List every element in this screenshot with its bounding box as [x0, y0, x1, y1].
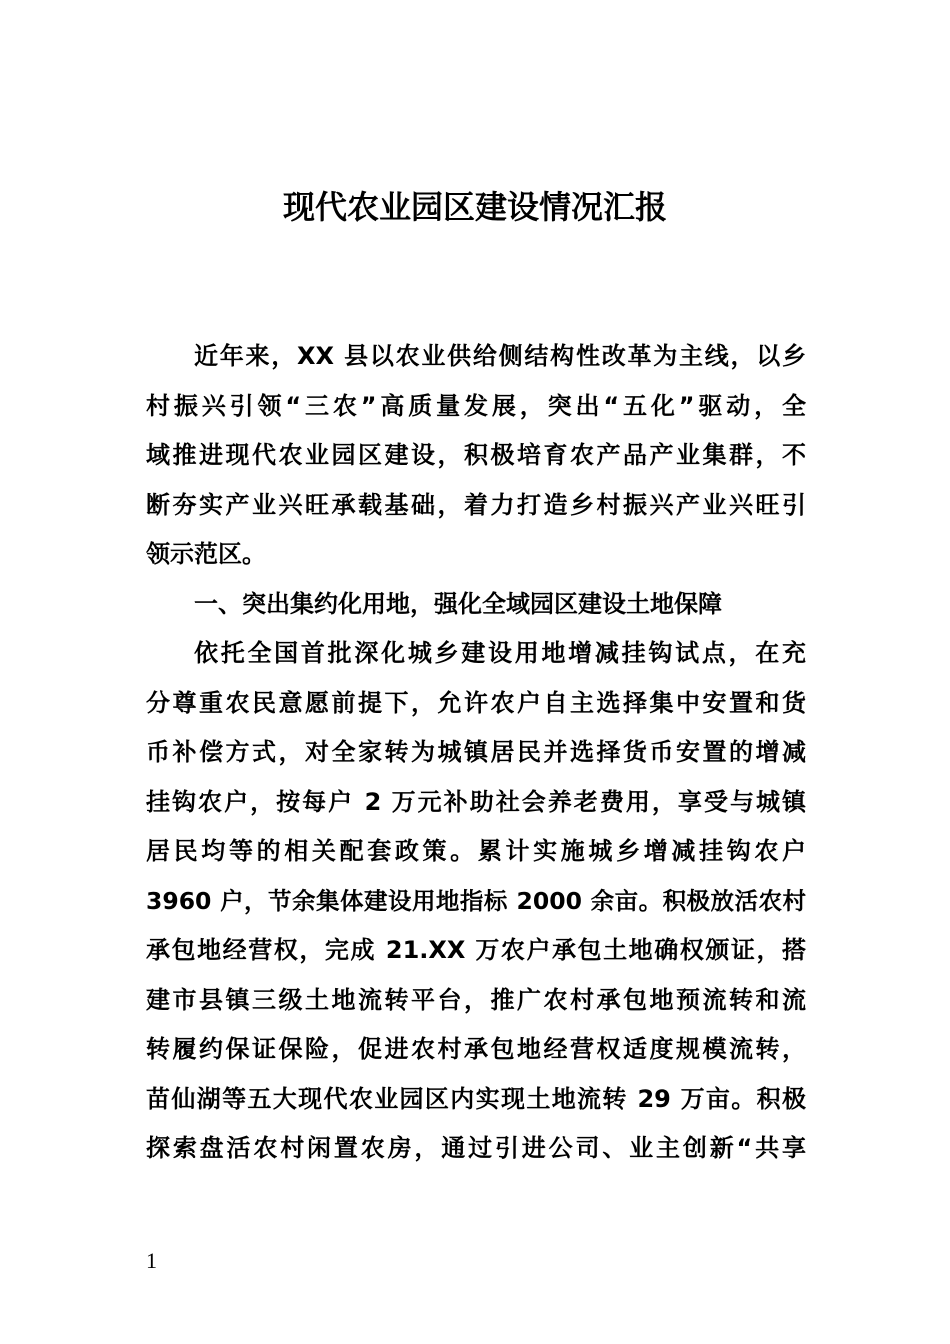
paragraph-line: 领示范区。	[146, 540, 266, 568]
paragraph-line: 近年来，XX 县以农业供给侧结构性改革为主线，以乡	[194, 342, 806, 370]
paragraph-line: 断夯实产业兴旺承载基础，着力打造乡村振兴产业兴旺引	[146, 490, 806, 519]
paragraph-line: 居民均等的相关配套政策。累计实施城乡增减挂钩农户	[146, 837, 806, 865]
section-heading: 一、突出集约化用地，强化全域园区建设土地保障	[194, 589, 722, 618]
paragraph-line: 分尊重农民意愿前提下，允许农户自主选择集中安置和货	[146, 688, 806, 717]
paragraph-line: 村振兴引领“三农”高质量发展，突出“五化”驱动，全	[146, 391, 806, 420]
page-number: 1	[146, 1248, 157, 1273]
paragraph-line: 币补偿方式，对全家转为城镇居民并选择货币安置的增减	[146, 738, 806, 766]
document-body	[146, 332, 806, 1174]
paragraph-line: 转履约保证保险，促进农村承包地经营权适度规模流转，	[146, 1035, 806, 1063]
paragraph-line: 建市县镇三级土地流转平台，推广农村承包地预流转和流	[146, 985, 806, 1014]
document-title: 现代农业园区建设情况汇报	[282, 188, 667, 226]
paragraph-line: 探索盘活农村闲置农房，通过引进公司、业主创新“共享	[146, 1134, 806, 1162]
paragraph-line: 3960 户，节余集体建设用地指标 2000 余亩。积极放活农村	[146, 886, 806, 915]
paragraph-line: 挂钩农户，按每户 2 万元补助社会养老费用，享受与城镇	[146, 787, 806, 816]
paragraph-line: 苗仙湖等五大现代农业园区内实现土地流转 29 万亩。积极	[146, 1084, 806, 1113]
paragraph-line: 依托全国首批深化城乡建设用地增减挂钩试点，在充	[194, 639, 806, 667]
paragraph-line: 承包地经营权，完成 21.XX 万农户承包土地确权颁证，搭	[146, 936, 806, 964]
paragraph-line: 域推进现代农业园区建设，积极培育农产品产业集群，不	[146, 441, 806, 469]
